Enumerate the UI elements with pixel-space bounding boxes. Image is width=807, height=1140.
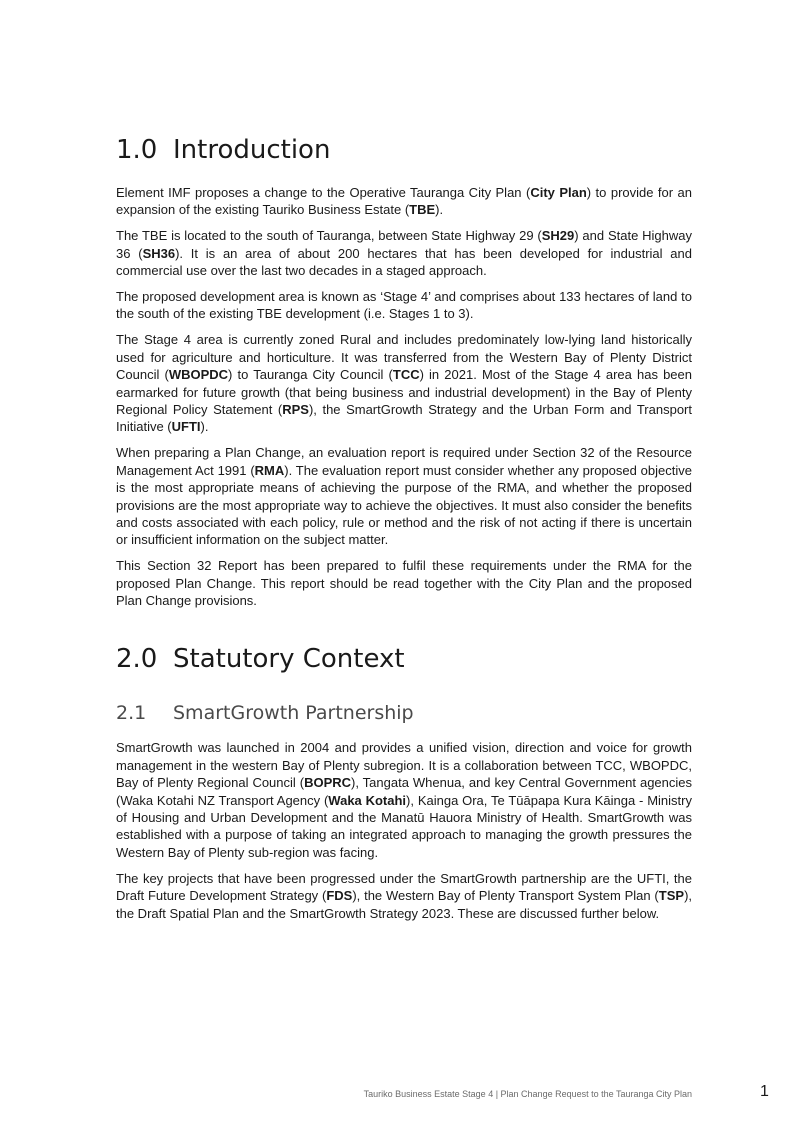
bold-term: FDS (326, 888, 353, 904)
bold-term: TCC (392, 367, 420, 383)
text-run: ). It is an area of about 200 hectares that has been developed for industrial and commercial use over the last two decades in a staged approach. (116, 245, 692, 279)
paragraph (116, 870, 692, 922)
text-run: The proposed development area is known as ‘Stage 4’ and comprises about 133 hectares of land to the south of the existing TBE development (i.e. Stages 1 to 3). (116, 289, 692, 322)
text-run: ) in 2021. Most of the Stage 4 area has been earmarked for future growth (that being business and industrial development) in the Bay of Plenty Regional Policy Statement ( (116, 367, 692, 417)
bold-term: SH36 (142, 245, 176, 261)
text-run: The TBE is located to the south of Tauranga, between State Highway 29 ( (116, 228, 542, 244)
paragraph (116, 331, 692, 435)
bold-term: SH29 (541, 228, 575, 244)
text-run: When preparing a Plan Change, an evaluation report is required under Section 32 of the Resource Management Act 1991 ( (116, 445, 692, 478)
text-run: ), Kainga Ora, Te Tūāpapa Kura Kāinga - Ministry of Housing and Urban Development and the Manatū Hauora Ministry of Health. SmartGrowth was established with a purpose of taking an integrated approach to managing the growth pressures the Western Bay of Plenty sub-region was facing. (116, 792, 692, 860)
text-run: ), the Draft Spatial Plan and the SmartGrowth Strategy 2023. These are discussed further below. (116, 888, 693, 921)
paragraph (116, 444, 692, 548)
text-run: ). (435, 202, 444, 218)
text-run: ), the Western Bay of Plenty Transport System Plan ( (352, 888, 659, 904)
text-run: Element IMF proposes a change to the Operative Tauranga City Plan ( (116, 185, 531, 200)
heading-number: 2.0 (116, 644, 158, 675)
text-run: The key projects that have been progressed under the SmartGrowth partnership are the UFTI, the Draft Future Development Strategy ( (116, 870, 692, 904)
heading-introduction (116, 134, 692, 166)
text-run: ) and State Highway 36 ( (116, 228, 692, 261)
paragraph (116, 739, 692, 861)
bold-term: WBOPDC (168, 367, 229, 383)
paragraph (116, 557, 692, 609)
bold-term: Waka Kotahi (328, 792, 407, 808)
text-run: ), the SmartGrowth Strategy and the Urban Form and Transport Initiative ( (116, 401, 693, 435)
text-run: ), Tangata Whenua, and key Central Government agencies (Waka Kotahi NZ Transport Agency ( (116, 775, 692, 808)
paragraph (116, 227, 692, 279)
page-footer: Tauriko Business Estate Stage 4 | Plan Change Request to the Tauranga City Plan (363, 1089, 692, 1099)
heading-title: Statutory Context (173, 644, 405, 675)
heading-number: 1.0 (116, 135, 158, 165)
page-number: 1 (760, 1083, 769, 1100)
bold-term: UFTI (171, 419, 201, 435)
subheading-number: 2.1 (116, 702, 147, 725)
heading-statutory-context (116, 643, 692, 675)
text-run: ). (200, 419, 209, 435)
heading-title: Introduction (173, 135, 331, 165)
paragraph (116, 184, 692, 219)
bold-term: TSP (658, 888, 685, 904)
text-run: SmartGrowth was launched in 2004 and provides a unified vision, direction and voice for growth management in the western Bay of Plenty subregion. It is a collaboration between TCC, WBOPDC, Bay of Plenty Regional Council ( (116, 740, 692, 791)
subheading-title: SmartGrowth Partnership (173, 702, 414, 725)
paragraph (116, 288, 692, 323)
bold-term: RMA (254, 462, 285, 478)
text-run: This Section 32 Report has been prepared to fulfil these requirements under the RMA for the proposed Plan Change. This report should be read together with the City Plan and the proposed Plan Change provisions. (116, 558, 692, 609)
bold-term: City Plan (530, 185, 587, 200)
subheading-smartgrowth-partnership (116, 701, 692, 725)
bold-term: TBE (409, 202, 436, 218)
text-run: The Stage 4 area is currently zoned Rural and includes predominately low-lying land historically used for agriculture and horticulture. It was transferred from the Western Bay of Plenty District Council ( (116, 332, 692, 383)
bold-term: BOPRC (304, 775, 352, 791)
text-run: ). The evaluation report must consider whether any proposed objective is the most appropriate means of achieving the purpose of the RMA, and whether the proposed provisions are the most appropriate way to achieve the objectives. It must also consider the benefits and costs associated with each policy, rule or method and the risk of not acting if there is uncertain or insufficient information on the subject matter. (116, 462, 692, 548)
text-run: ) to provide for an expansion of the existing Tauriko Business Estate ( (116, 185, 692, 218)
bold-term: RPS (282, 401, 309, 417)
text-run: ) to Tauranga City Council ( (228, 367, 393, 383)
page-content (116, 134, 692, 931)
